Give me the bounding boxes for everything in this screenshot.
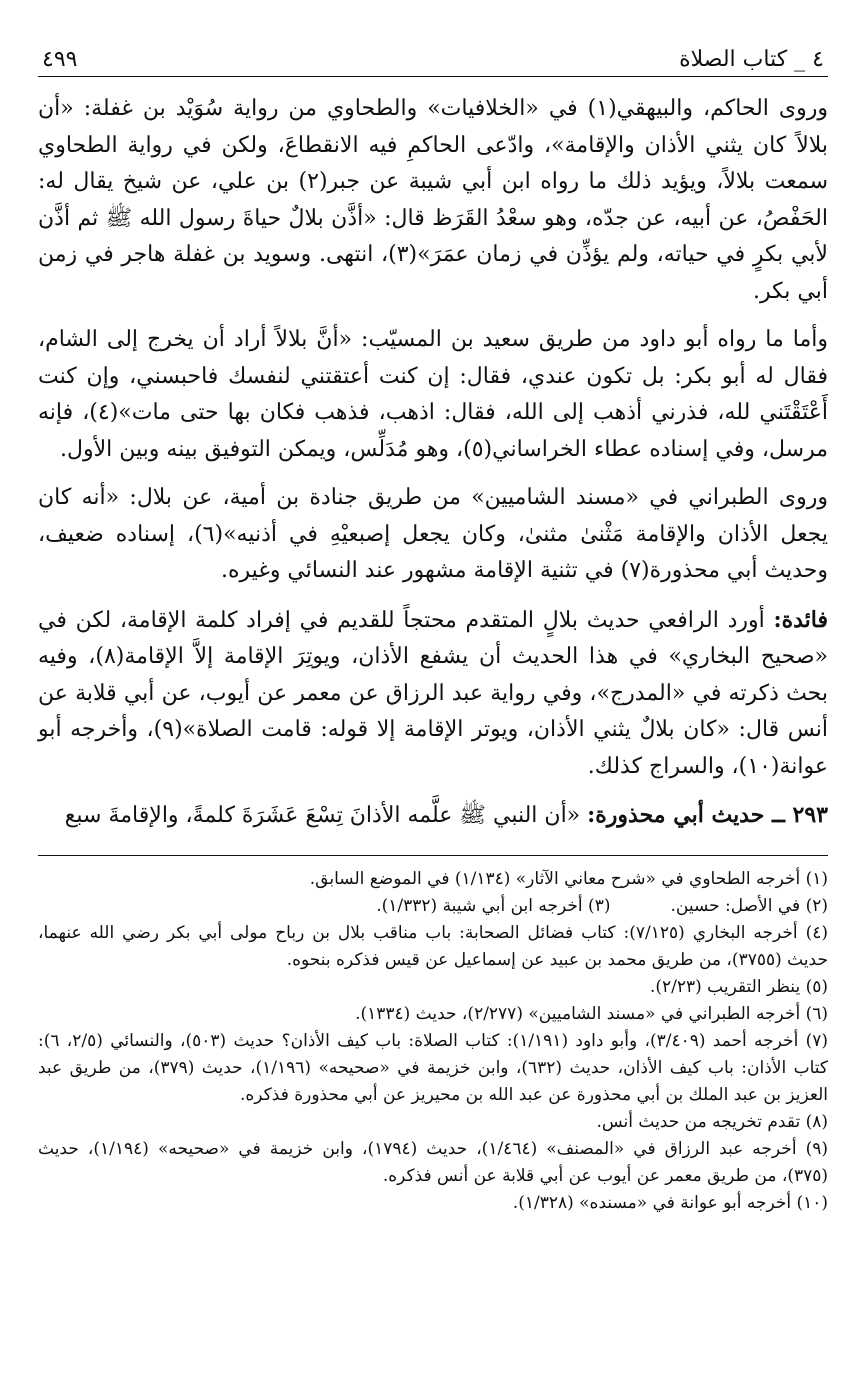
footnote-6: (٦) أخرجه الطبراني في «مسند الشاميين» (٢/٢٧٧)، حديث (١٣٣٤). (355, 1004, 828, 1024)
footnote-8: (٨) تقدم تخريجه من حديث أنس. (596, 1112, 828, 1132)
benefit-label: فائدة: (773, 606, 828, 633)
book-page (38, 40, 829, 1213)
running-head: ٤ _ كتاب الصلاة (679, 47, 824, 72)
footnote-2: (٢) في الأصل: حسين. (670, 896, 828, 916)
footnote-1: (١) أخرجه الطحاوي في «شرح معاني الآثار» (١/١٣٤) في الموضع السابق. (309, 869, 828, 889)
page-header (38, 40, 828, 77)
footnote-7: (٧) أخرجه أحمد (٣/٤٠٩)، وأبو داود (١/١٩١): كتاب الصلاة: باب كيف الأذان؟ حديث (٥٠٣)، والنسائي (٢/٥، ٦): كتاب الأذان: باب كيف الأذان، حديث (٦٣٢)، وابن خزيمة في «صحيحه» (١/١٩٦)، حديث (٣٧٩)، من طريق عبد العزيز بن عبد الملك بن أبي محذورة عن عبد الله بن محيريز عن أبي محذورة فذكره. (38, 1031, 828, 1105)
benefit-text: أورد الرافعي حديث بلالٍ المتقدم محتجاً للقديم في إفراد كلمة الإقامة، لكن في «صحيح البخاري» في هذا الحديث أن يشفع الأذان، ويوتِرَ الإقامة إلاَّ الإقامة(٨)، وفيه بحث ذكرته في «المدرج»، وفي رواية عبد الرزاق عن معمر عن أيوب، عن أبي قلابة عن أنس قال: «كان بلالٌ يثني الأذان، ويوتر الإقامة إلا قوله: قامت الصلاة»(٩)، وأخرجه أبو عوانة(١٠)، والسراج كذلك. (38, 607, 829, 779)
paragraph-2: وأما ما رواه أبو داود من طريق سعيد بن المسيّب: «أنَّ بلالاً أراد أن يخرج إلى الشام، فقال له أبو بكر: بل تكون عندي، فقال: إن كنت أعتقتني لنفسك فاحبسني، وإن كنت أَعْتَقْتَني لله، فذرني أذهب إلى الله، فقال: اذهب، فذهب فكان بها حتى مات»(٤)، فإنه مرسل، وفي إسناده عطاء الخراساني(٥)، وهو مُدَلِّس، ويمكن التوفيق بينه وبين الأول. (38, 327, 828, 462)
footnote-9: (٩) أخرجه عبد الرزاق في «المصنف» (١/٤٦٤)، حديث (١٧٩٤)، وابن خزيمة في «صحيحه» (١/١٩٤)، حديث (٣٧٥)، من طريق معمر عن أيوب عن أبي قلابة عن أنس فذكره. (38, 1139, 828, 1186)
footnote-3: (٣) أخرجه ابن أبي شيبة (١/٣٣٢). (376, 896, 611, 916)
page-number: ٤٩٩ (42, 47, 78, 72)
hadith-text: «أن النبي ﷺ علَّمه الأذانَ تِسْعَ عَشَرَةَ كلمةً، والإقامةَ سبع (64, 803, 588, 828)
footnotes (38, 855, 828, 1217)
main-text (38, 91, 828, 835)
paragraph-1: وروى الحاكم، والبيهقي(١) في «الخلافيات» والطحاوي من رواية سُوَيْد بن غفلة: «أن بلالاً كان يثني الأذان والإقامة»، وادّعى الحاكمِ فيه الانقطاعَ، ولكن في رواية الطحاوي سمعت بلالاً، ويؤيد ذلك ما رواه ابن أبي شيبة عن جبر(٢) بن علي، عن شيخ يقال له: الحَفْصُ، عن أبيه، عن جدّه، وهو سعْدُ القَرَظ قال: «أذَّن بلالٌ حياةَ رسول الله ﷺ ثم أذَّن لأبي بكرٍ في حياته، ولم يؤذِّن في زمان عمَرَ»(٣)، انتهى. وسويد بن غفلة هاجر في زمن أبي بكر. (38, 96, 828, 304)
footnote-4: (٤) أخرجه البخاري (٧/١٢٥): كتاب فضائل الصحابة: باب مناقب بلال بن رباح مولى أبي بكر رضي الله عنهما، حديث (٣٧٥٥)، من طريق محمد بن عبيد عن إسماعيل عن قيس فذكره بنحوه. (38, 923, 828, 970)
footnote-row (38, 893, 828, 920)
hadith-heading: ٢٩٣ ــ حديث أبي محذورة: (587, 802, 828, 828)
paragraph-3: وروى الطبراني في «مسند الشاميين» من طريق جنادة بن أمية، عن بلال: «أنه كان يجعل الأذان والإقامة مَثْنىٰ مثنىٰ، وكان يجعل إصبعيْهِ في أذنيه»(٦)، إسناده ضعيف، وحديث أبي محذورة(٧) في تثنية الإقامة مشهور عند النسائي وغيره. (38, 485, 829, 583)
hadith-293 (38, 797, 828, 835)
footnote-5: (٥) ينظر التقريب (٢/٢٣). (649, 977, 828, 997)
footnote-10: (١٠) أخرجه أبو عوانة في «مسنده» (١/٣٢٨). (512, 1193, 828, 1213)
paragraph-4 (38, 602, 828, 786)
